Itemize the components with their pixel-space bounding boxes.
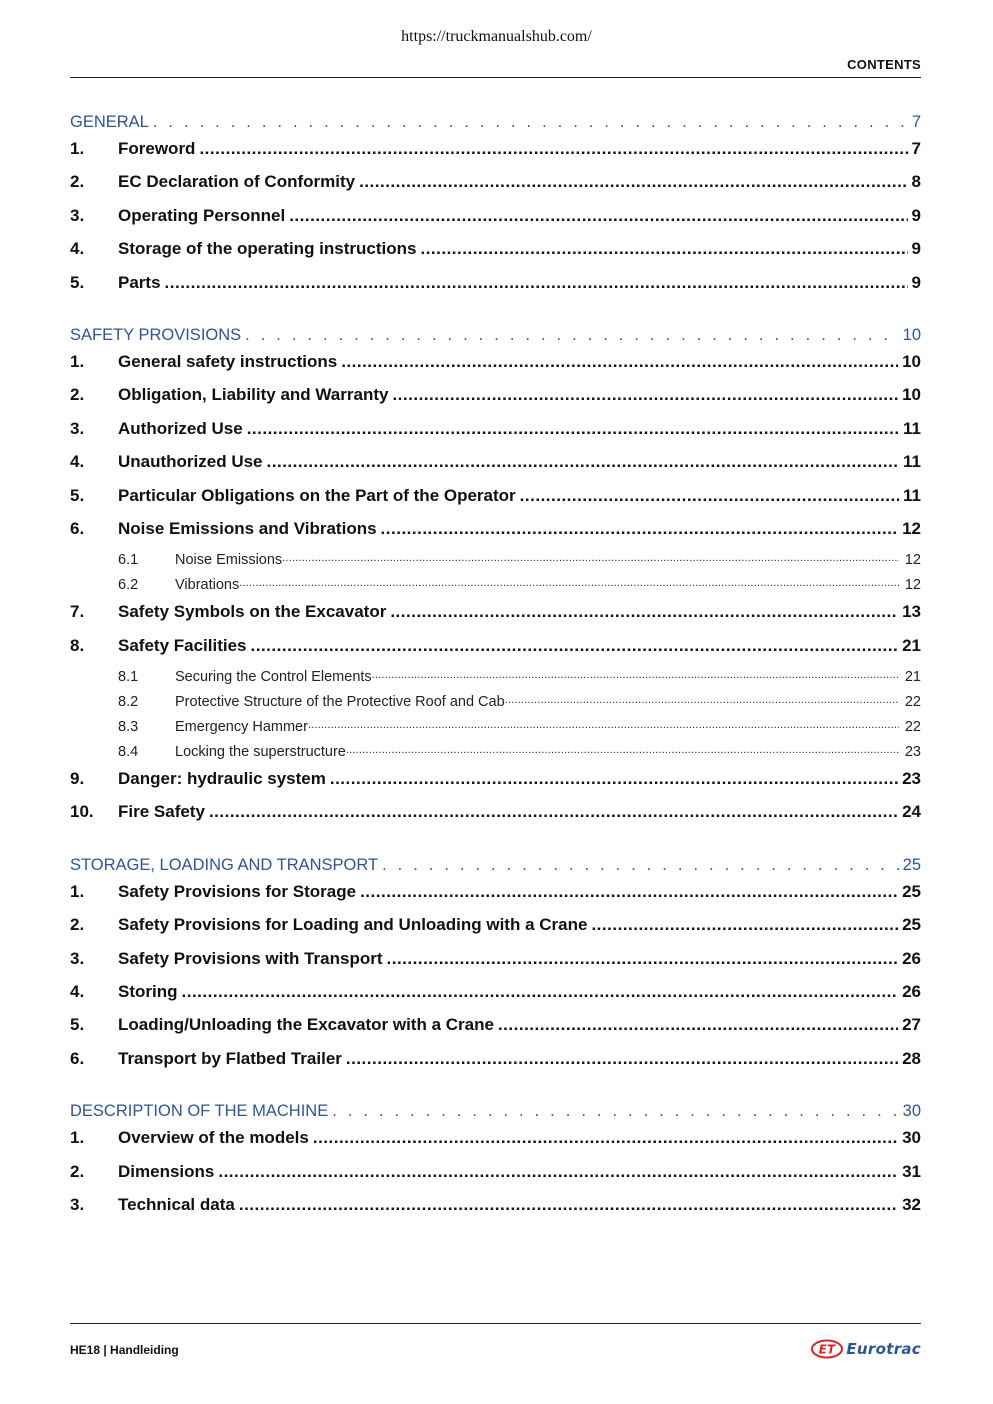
toc-dot-leader bbox=[282, 552, 899, 568]
toc-entry-number: 4. bbox=[70, 239, 85, 259]
toc-section-entry[interactable] bbox=[70, 172, 921, 205]
toc-dot-leader bbox=[360, 882, 898, 902]
toc-page-number: 26 bbox=[898, 949, 921, 969]
toc-page-number: 12 bbox=[899, 552, 921, 568]
toc-section-entry[interactable] bbox=[70, 769, 921, 802]
toc-entry-title: Dimensions bbox=[118, 1161, 215, 1181]
toc-chapter-heading[interactable] bbox=[70, 856, 921, 882]
toc-page-number: 27 bbox=[898, 1015, 921, 1035]
toc-dot-leader bbox=[267, 452, 899, 472]
toc-page-number: 25 bbox=[898, 882, 921, 902]
toc-entry-title: Unauthorized Use bbox=[118, 452, 263, 472]
toc-page-number: 28 bbox=[898, 1049, 921, 1069]
toc-entry-number: 8. bbox=[70, 635, 85, 655]
toc-entry-number: 4. bbox=[70, 452, 85, 472]
toc-entry-number: 2. bbox=[70, 385, 85, 405]
toc-subsection-entry[interactable] bbox=[70, 669, 921, 694]
toc-entry-number: 1. bbox=[70, 881, 85, 901]
toc-entry-title: Safety Provisions for Storage bbox=[118, 881, 357, 901]
toc-dot-leader bbox=[591, 915, 898, 935]
toc-dot-leader bbox=[199, 139, 907, 159]
toc-section-entry[interactable] bbox=[70, 1015, 921, 1048]
toc-entry-number: 6.1 bbox=[118, 552, 139, 569]
toc-page-number: 25 bbox=[899, 856, 921, 875]
toc-page-number: 12 bbox=[899, 577, 921, 593]
toc-page-number: 22 bbox=[899, 694, 921, 710]
toc-entry-number: 7. bbox=[70, 602, 85, 622]
toc-entry-number: 2. bbox=[70, 172, 85, 192]
toc-page-number: 9 bbox=[908, 273, 921, 293]
toc-dot-leader bbox=[359, 172, 907, 192]
toc-section-entry[interactable] bbox=[70, 882, 921, 915]
toc-dot-leader bbox=[498, 1015, 898, 1035]
toc-entry-number: 3. bbox=[70, 948, 85, 968]
toc-chapter-heading[interactable] bbox=[70, 113, 921, 139]
footer-document-title: HE18 | Handleiding bbox=[70, 1343, 179, 1357]
toc-subsection-entry[interactable] bbox=[70, 577, 921, 602]
toc-page-number: 8 bbox=[908, 172, 921, 192]
section-title: CONTENTS bbox=[847, 57, 921, 72]
toc-entry-title: Foreword bbox=[118, 139, 196, 158]
toc-page-number: 9 bbox=[908, 206, 921, 226]
table-of-contents bbox=[70, 113, 921, 1228]
toc-dot-leader bbox=[251, 636, 899, 656]
toc-entry-title: Locking the superstructure bbox=[175, 744, 346, 761]
toc-dot-leader bbox=[245, 326, 898, 345]
toc-entry-title: Loading/Unloading the Excavator with a Crane bbox=[118, 1015, 494, 1035]
toc-section-entry[interactable] bbox=[70, 385, 921, 418]
toc-page-number: 23 bbox=[899, 744, 921, 760]
toc-section-entry[interactable] bbox=[70, 1049, 921, 1082]
toc-section-entry[interactable] bbox=[70, 1128, 921, 1161]
toc-dot-leader bbox=[341, 352, 898, 372]
toc-entry-title: Safety Provisions for Loading and Unloading with a Crane bbox=[118, 915, 588, 935]
toc-entry-title: Noise Emissions bbox=[175, 552, 283, 569]
toc-entry-number: 1. bbox=[70, 139, 85, 158]
toc-page-number: 11 bbox=[899, 452, 921, 472]
toc-section-entry[interactable] bbox=[70, 486, 921, 519]
toc-page-number: 9 bbox=[908, 239, 921, 259]
toc-entry-title: Securing the Control Elements bbox=[175, 669, 372, 686]
eurotrac-wordmark: Eurotrac bbox=[846, 1340, 921, 1358]
toc-dot-leader bbox=[239, 1195, 898, 1215]
toc-entry-title: DESCRIPTION OF THE MACHINE bbox=[70, 1102, 329, 1121]
toc-entry-number: 8.4 bbox=[118, 744, 139, 761]
toc-section-entry[interactable] bbox=[70, 982, 921, 1015]
toc-page-number: 10 bbox=[898, 352, 921, 372]
source-url[interactable]: https://truckmanualshub.com/ bbox=[401, 28, 592, 45]
toc-entry-title: SAFETY PROVISIONS bbox=[70, 325, 242, 344]
toc-dot-leader bbox=[332, 1102, 898, 1121]
eurotrac-mark-icon bbox=[811, 1339, 843, 1359]
toc-entry-number: 2. bbox=[70, 915, 85, 935]
toc-dot-leader bbox=[392, 385, 898, 405]
toc-entry-number: 1. bbox=[70, 351, 85, 371]
toc-entry-number: 8.3 bbox=[118, 719, 139, 736]
toc-entry-number: 3. bbox=[70, 1194, 85, 1214]
toc-entry-number: 3. bbox=[70, 205, 85, 225]
toc-dot-leader bbox=[420, 239, 907, 259]
toc-dot-leader bbox=[372, 669, 899, 685]
toc-entry-number: 5. bbox=[70, 485, 85, 505]
toc-chapter-heading[interactable] bbox=[70, 326, 921, 352]
toc-page-number: 30 bbox=[898, 1128, 921, 1148]
toc-dot-leader bbox=[182, 982, 899, 1002]
toc-page-number: 24 bbox=[898, 802, 921, 822]
toc-entry-number: 6.2 bbox=[118, 577, 139, 594]
toc-section-entry[interactable] bbox=[70, 273, 921, 306]
toc-entry-number: 4. bbox=[70, 982, 85, 1002]
toc-entry-number: 2. bbox=[70, 1161, 85, 1181]
toc-page-number: 10 bbox=[899, 326, 921, 345]
toc-dot-leader bbox=[346, 1049, 898, 1069]
toc-entry-title: Safety Provisions with Transport bbox=[118, 948, 383, 968]
toc-entry-title: Particular Obligations on the Part of the Operator bbox=[118, 485, 516, 505]
toc-section-entry[interactable] bbox=[70, 602, 921, 635]
toc-entry-title: Storage of the operating instructions bbox=[118, 239, 417, 259]
toc-page-number: 23 bbox=[898, 769, 921, 789]
toc-section-entry[interactable] bbox=[70, 636, 921, 669]
toc-section-entry[interactable] bbox=[70, 139, 921, 172]
toc-entry-number: 1. bbox=[70, 1128, 85, 1148]
toc-entry-title: General safety instructions bbox=[118, 351, 338, 371]
toc-section-entry[interactable] bbox=[70, 1195, 921, 1228]
toc-dot-leader bbox=[382, 856, 899, 875]
toc-entry-number: 3. bbox=[70, 418, 85, 438]
toc-subsection-entry[interactable] bbox=[70, 719, 921, 744]
toc-chapter-heading[interactable] bbox=[70, 1102, 921, 1128]
toc-entry-number: 6. bbox=[70, 1048, 85, 1068]
toc-entry-number: 9. bbox=[70, 769, 85, 789]
toc-entry-title: Fire Safety bbox=[118, 802, 205, 822]
toc-section-entry[interactable] bbox=[70, 1162, 921, 1195]
toc-dot-leader bbox=[239, 577, 899, 593]
toc-entry-title: GENERAL bbox=[70, 113, 149, 131]
toc-section-entry[interactable] bbox=[70, 206, 921, 239]
toc-page-number: 31 bbox=[898, 1162, 921, 1182]
toc-dot-leader bbox=[209, 802, 898, 822]
toc-page-number: 7 bbox=[908, 139, 921, 159]
toc-entry-title: Safety Symbols on the Excavator bbox=[118, 602, 387, 622]
toc-dot-leader bbox=[387, 949, 899, 969]
toc-entry-title: Vibrations bbox=[175, 577, 240, 594]
toc-entry-title: Storing bbox=[118, 982, 178, 1002]
toc-page-number: 21 bbox=[898, 636, 921, 656]
toc-subsection-entry[interactable] bbox=[70, 744, 921, 769]
toc-dot-leader bbox=[346, 744, 899, 760]
toc-entry-number: 10. bbox=[70, 802, 94, 822]
toc-entry-title: Authorized Use bbox=[118, 418, 243, 438]
toc-entry-title: Obligation, Liability and Warranty bbox=[118, 385, 389, 405]
toc-entry-number: 6. bbox=[70, 518, 85, 538]
toc-dot-leader bbox=[308, 719, 899, 735]
toc-entry-title: Noise Emissions and Vibrations bbox=[118, 518, 377, 538]
toc-page-number: 22 bbox=[899, 719, 921, 735]
toc-page-number: 7 bbox=[908, 113, 921, 132]
footer-divider bbox=[70, 1323, 921, 1324]
toc-section-entry[interactable] bbox=[70, 519, 921, 552]
toc-entry-title: Emergency Hammer bbox=[175, 719, 308, 736]
toc-entry-number: 8.2 bbox=[118, 694, 139, 711]
toc-page-number: 21 bbox=[899, 669, 921, 685]
toc-page-number: 25 bbox=[898, 915, 921, 935]
toc-entry-title: STORAGE, LOADING AND TRANSPORT bbox=[70, 855, 379, 874]
toc-page-number: 11 bbox=[899, 486, 921, 506]
toc-subsection-entry[interactable] bbox=[70, 552, 921, 577]
toc-entry-number: 8.1 bbox=[118, 669, 139, 686]
toc-entry-title: Technical data bbox=[118, 1194, 235, 1214]
toc-dot-leader bbox=[218, 1162, 898, 1182]
toc-page-number: 32 bbox=[898, 1195, 921, 1215]
toc-section-entry[interactable] bbox=[70, 452, 921, 485]
toc-entry-title: Overview of the models bbox=[118, 1128, 309, 1148]
toc-section-entry[interactable] bbox=[70, 915, 921, 948]
toc-dot-leader bbox=[505, 694, 899, 710]
toc-subsection-entry[interactable] bbox=[70, 694, 921, 719]
toc-dot-leader bbox=[289, 206, 907, 226]
toc-section-entry[interactable] bbox=[70, 419, 921, 452]
toc-entry-number: 5. bbox=[70, 1015, 85, 1035]
header-divider bbox=[70, 77, 921, 78]
toc-dot-leader bbox=[381, 519, 899, 539]
toc-entry-title: Danger: hydraulic system bbox=[118, 769, 326, 789]
toc-entry-title: Operating Personnel bbox=[118, 205, 286, 225]
toc-page-number: 30 bbox=[899, 1102, 921, 1121]
toc-page-number: 26 bbox=[898, 982, 921, 1002]
toc-section-entry[interactable] bbox=[70, 802, 921, 835]
toc-dot-leader bbox=[520, 486, 899, 506]
toc-section-entry[interactable] bbox=[70, 239, 921, 272]
toc-dot-leader bbox=[313, 1128, 898, 1148]
toc-section-entry[interactable] bbox=[70, 949, 921, 982]
toc-dot-leader bbox=[153, 113, 908, 132]
toc-page-number: 11 bbox=[899, 419, 921, 439]
toc-entry-title: Protective Structure of the Protective Roof and Cab bbox=[175, 694, 505, 711]
eurotrac-logo bbox=[811, 1339, 921, 1359]
toc-entry-title: Parts bbox=[118, 272, 161, 292]
toc-dot-leader bbox=[165, 273, 908, 293]
toc-page-number: 12 bbox=[898, 519, 921, 539]
toc-entry-title: Transport by Flatbed Trailer bbox=[118, 1048, 342, 1068]
toc-dot-leader bbox=[247, 419, 899, 439]
toc-entry-title: Safety Facilities bbox=[118, 635, 247, 655]
toc-page-number: 10 bbox=[898, 385, 921, 405]
toc-dot-leader bbox=[390, 602, 898, 622]
toc-page-number: 13 bbox=[898, 602, 921, 622]
toc-entry-title: EC Declaration of Conformity bbox=[118, 172, 356, 192]
toc-entry-number: 5. bbox=[70, 272, 85, 292]
svg-text:ET: ET bbox=[819, 1342, 836, 1357]
toc-dot-leader bbox=[330, 769, 898, 789]
toc-section-entry[interactable] bbox=[70, 352, 921, 385]
